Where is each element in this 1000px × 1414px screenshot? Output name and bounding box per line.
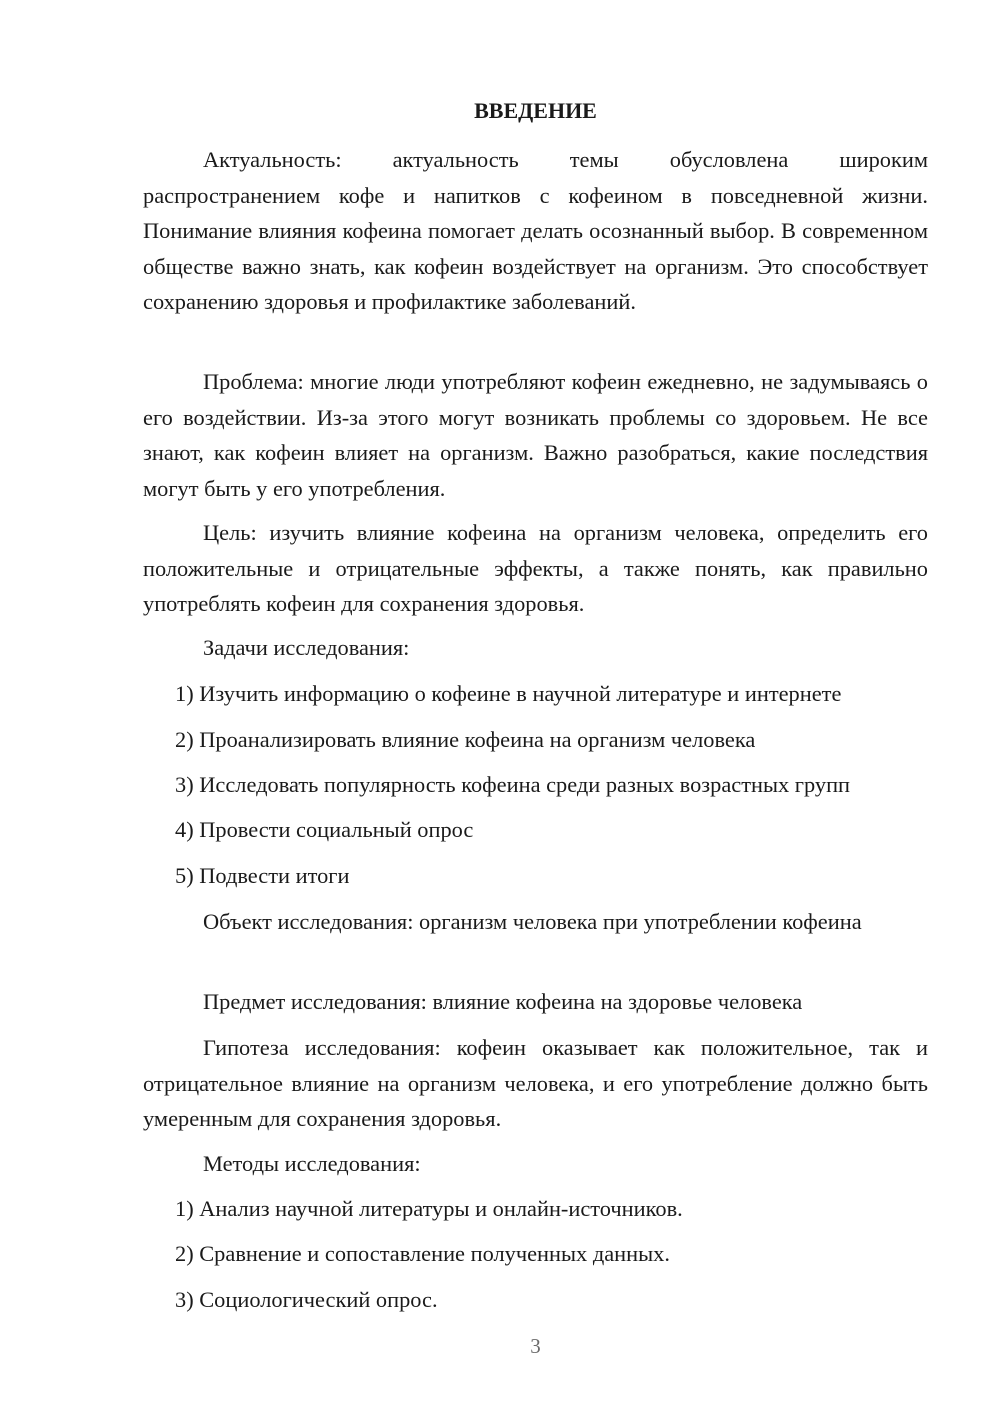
paragraph-hypothesis: Гипотеза исследования: кофеин оказывает как положительное, так и отрицательное влияние на организм человека, и его употребление должно быть умеренным для сохранения здоровья. xyxy=(143,1035,928,1131)
method-item-1: 1) Анализ научной литературы и онлайн-источников. xyxy=(175,1196,683,1221)
task-item-1: 1) Изучить информацию о кофеине в научной литературе и интернете xyxy=(175,681,842,706)
task-item-4: 4) Провести социальный опрос xyxy=(175,817,474,842)
method-item-2: 2) Сравнение и сопоставление полученных данных. xyxy=(175,1241,670,1266)
tasks-heading: Задачи исследования: xyxy=(203,635,410,660)
paragraph-object: Объект исследования: организм человека при употреблении кофеина xyxy=(203,909,862,934)
section-title: ВВЕДЕНИЕ xyxy=(474,98,597,123)
page-number: 3 xyxy=(530,1334,541,1358)
methods-heading: Методы исследования: xyxy=(203,1151,421,1176)
paragraph-subject: Предмет исследования: влияние кофеина на здоровье человека xyxy=(203,989,803,1014)
task-item-5: 5) Подвести итоги xyxy=(175,863,350,888)
paragraph-problem: Проблема: многие люди употребляют кофеин ежедневно, не задумываясь о его воздействии. Из-за этого могут возникать проблемы со здоровьем. Не все знают, как кофеин влияет на организм. Важно разобраться, какие последствия могут быть у его употребления. xyxy=(143,369,928,501)
task-item-2: 2) Проанализировать влияние кофеина на организм человека xyxy=(175,727,756,752)
method-item-3: 3) Социологический опрос. xyxy=(175,1287,438,1312)
task-item-3: 3) Исследовать популярность кофеина среди разных возрастных групп xyxy=(175,772,851,797)
paragraph-relevance: Актуальность: актуальность темы обусловлена широким распространением кофе и напитков с кофеином в повседневной жизни. Понимание влияния кофеина помогает делать осознанный выбор. В современном обществе важно знать, как кофеин воздействует на организм. Это способствует сохранению здоровья и профилактике заболеваний. xyxy=(143,147,928,314)
paragraph-goal: Цель: изучить влияние кофеина на организм человека, определить его положительные и отрицательные эффекты, а также понять, как правильно употреблять кофеин для сохранения здоровья. xyxy=(143,520,928,616)
